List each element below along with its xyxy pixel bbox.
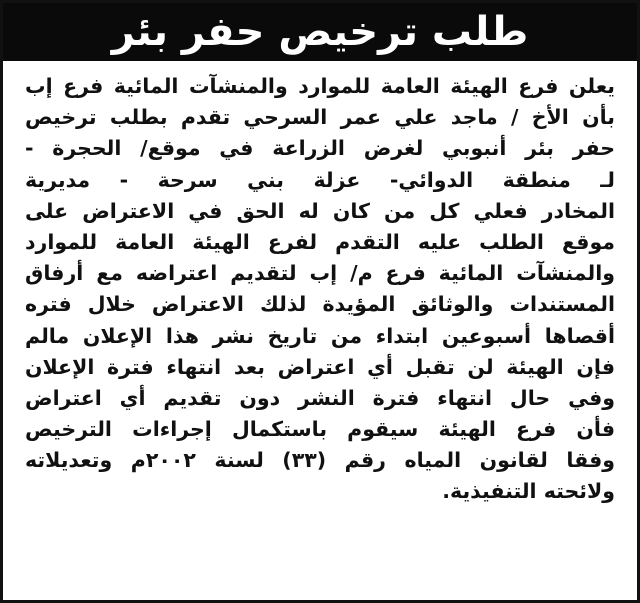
notice-line-1: يعلن فرع الهيئة العامة للموارد والمنشآت المائية فرع إب <box>25 74 615 98</box>
notice-line-8: المستندات والوثائق المؤيدة لذلك الاعتراض خلال فتره <box>25 292 615 317</box>
notice-line-3: حفر بئر أنبوبي لغرض الزراعة في موقع/ الحجرة - <box>25 136 615 161</box>
notice-line-6: موقع الطلب عليه التقدم لفرع الهيئة العامة للموارد <box>25 229 615 254</box>
notice-line-5: المخادر فعلي كل من كان له الحق في الاعتراض على <box>25 198 615 223</box>
notice-line-9: أقصاها أسبوعين ابتداء من تاريخ نشر هذا الإعلان مالم <box>25 323 615 348</box>
notice-body <box>3 61 637 508</box>
notice-line-7: والمنشآت المائية فرع م/ إب لتقديم اعتراضه مع أرفاق <box>25 261 615 286</box>
notice-line-14: ولائحته التنفيذية. <box>442 479 615 504</box>
notice-line-13: وفقا لقانون المياه رقم (٣٣) لسنة ٢٠٠٢م وتعديلاته <box>25 448 615 473</box>
notice-line-10: فإن الهيئة لن تقبل أي اعتراض بعد انتهاء فترة الإعلان <box>25 354 615 379</box>
notice-title: طلب ترخيص حفر بئر <box>3 3 637 61</box>
notice-line-2: بأن الأخ / ماجد علي عمر السرحي تقدم بطلب ترخيص <box>25 105 615 130</box>
notice-line-12: فأن فرع الهيئة سيقوم باستكمال إجراءات الترخيص <box>25 417 615 442</box>
notice-line-4: لـ منطقة الدوائي- عزلة بني سرحة - مديرية <box>25 167 615 192</box>
notice-line-11: وفي حال انتهاء فترة النشر دون تقديم أي اعتراض <box>25 385 615 410</box>
